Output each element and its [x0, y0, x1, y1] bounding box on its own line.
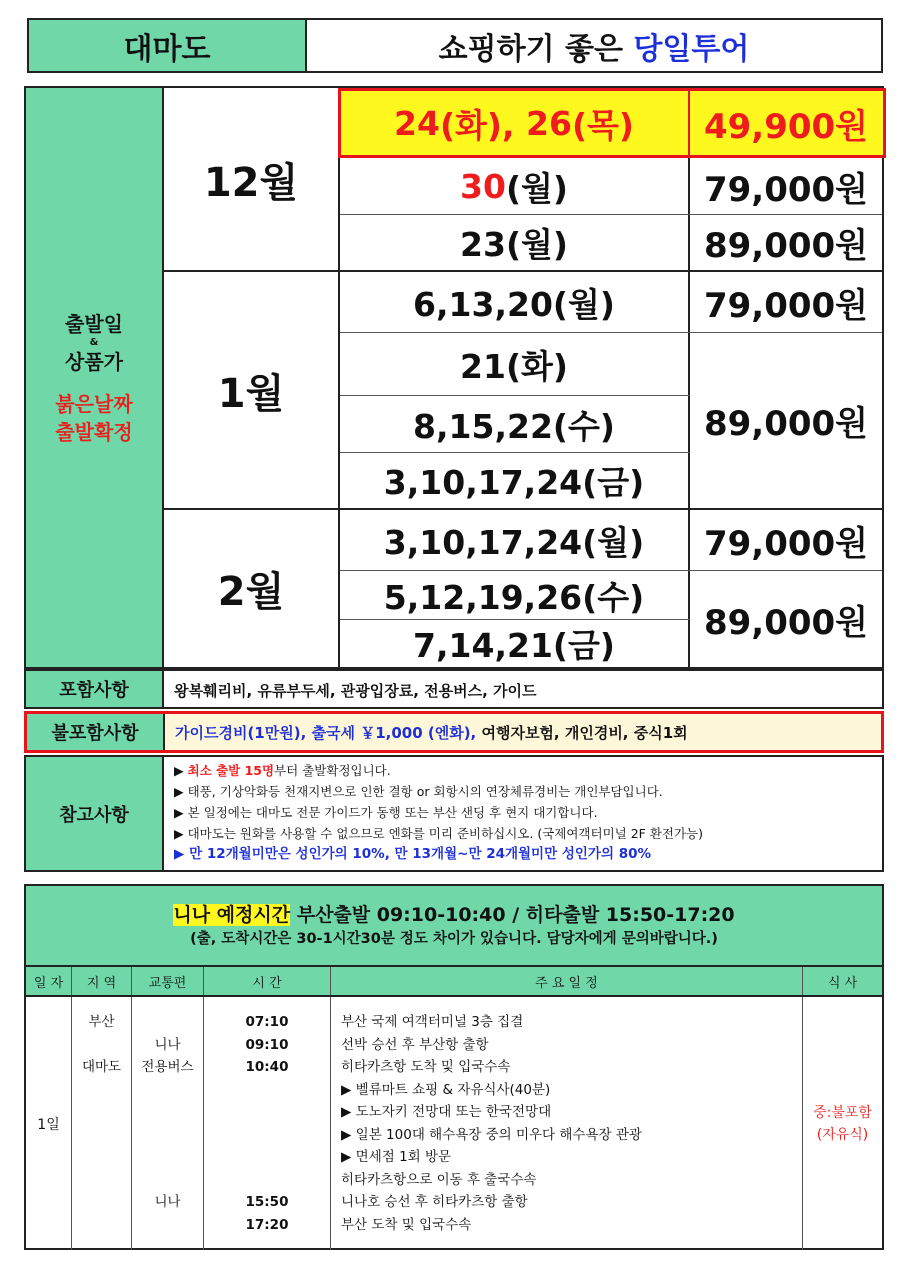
itinerary-column-headers — [26, 967, 882, 997]
date-cell: 21(화) — [340, 333, 690, 395]
excluded-label: 불포함사항 — [27, 714, 165, 750]
month-jan: 1월 — [164, 272, 340, 508]
note-line — [174, 760, 703, 781]
transport-cell — [132, 1146, 203, 1169]
col-schedule: 주 요 일 정 — [331, 967, 803, 995]
region-cell — [72, 1191, 131, 1214]
note-line — [174, 844, 703, 865]
time-cell: 10:40 — [245, 1059, 289, 1075]
destination-title: 대마도 — [29, 20, 307, 71]
schedule-item: ▶ 벨류마트 쇼핑 & 자유식사(40분) — [341, 1081, 551, 1098]
date-red: 30 — [460, 166, 506, 206]
transport-cell — [132, 1214, 203, 1237]
schedule-item: 히타카츠항으로 이동 후 출국수속 — [341, 1171, 537, 1188]
note-text: 부터 출발확정입니다. — [274, 763, 391, 778]
included-text: 왕복훼리비, 유류부두세, 관광입장료, 전용버스, 가이드 — [174, 682, 537, 700]
tour-title-highlight: 당일투어 — [633, 31, 750, 67]
bullet-icon: ▶ — [174, 784, 184, 799]
region-cell — [72, 1101, 131, 1124]
date-cell: 23(월) — [340, 215, 690, 270]
date-cell: 6,13,20(월) — [340, 272, 690, 332]
itinerary-note: (출, 도착시간은 30-1시간30분 정도 차이가 있습니다. 담당자에게 문의바랍니다.) — [190, 930, 718, 947]
schedule-item: ▶ 도노자키 전망대 또는 한국전망대 — [341, 1104, 552, 1120]
region-cell — [72, 1124, 131, 1147]
price-cell: 89,000원 — [703, 404, 869, 444]
region-cell — [72, 1034, 131, 1057]
schedule-column — [331, 997, 803, 1250]
label-amp: & — [89, 336, 99, 348]
date-cell: 8,15,22(수) — [340, 396, 690, 452]
ferry-schedule-highlight: 니나 예정시간 — [173, 903, 291, 926]
included-row — [24, 669, 884, 709]
transport-cell: 니나 — [154, 1194, 181, 1210]
notes-label: 참고사항 — [26, 757, 164, 870]
time-cell: 15:50 — [245, 1194, 289, 1210]
region-cell: 대마도 — [81, 1059, 122, 1075]
note-text: 대마도는 원화를 사용할 수 없으므로 엔화를 미리 준비하십시오. (국제여객터미널 2F 환전가능) — [187, 826, 703, 841]
meal-line: 중:불포함 — [813, 1104, 872, 1121]
price-cell: 79,000원 — [703, 169, 869, 210]
label-price: 상품가 — [65, 349, 123, 374]
date-cell — [340, 158, 690, 214]
label-departure: 출발일 — [65, 311, 123, 336]
date-suffix: (화), — [439, 105, 527, 145]
transport-cell — [132, 1011, 203, 1034]
transport-cell — [132, 1124, 203, 1147]
date-suffix: (목) — [571, 105, 634, 145]
transport-cell — [132, 1079, 203, 1102]
date-suffix: (월) — [505, 168, 568, 208]
label-red-note-2: 출발확정 — [55, 419, 133, 444]
price-cell: 79,000원 — [703, 523, 869, 564]
notes-list — [174, 760, 703, 865]
col-day: 일 자 — [26, 967, 72, 995]
price-cell: 79,000원 — [703, 285, 869, 326]
note-highlight: 최소 출발 15명 — [187, 763, 275, 778]
itinerary-table — [24, 884, 884, 1250]
col-time: 시 간 — [204, 967, 331, 995]
title-bar — [27, 18, 883, 73]
bullet-icon: ▶ — [174, 826, 184, 841]
included-label: 포함사항 — [26, 671, 164, 707]
transport-cell — [132, 1101, 203, 1124]
excluded-text-black: 여행자보험, 개인경비, 중식1회 — [476, 724, 688, 742]
schedule-item: 부산 국제 여객터미널 3층 집결 — [341, 1014, 524, 1030]
col-transport: 교통편 — [132, 967, 204, 995]
itinerary-times — [173, 902, 734, 928]
region-cell — [72, 1169, 131, 1192]
transport-cell: 전용버스 — [141, 1059, 194, 1075]
schedule-item: 부산 도착 및 입국수속 — [341, 1216, 472, 1233]
region-cell — [72, 1146, 131, 1169]
schedule-item: 니나호 승선 후 히타카츠항 출항 — [341, 1194, 528, 1210]
schedule-item: 히타카츠항 도착 및 입국수속 — [341, 1059, 511, 1075]
date-cell: 7,14,21(금) — [340, 620, 690, 667]
note-text: 만 12개월미만은 성인가의 10%, 만 13개월~만 24개월미만 성인가의 80% — [189, 846, 652, 862]
time-cell: 17:20 — [245, 1216, 289, 1233]
label-red-note-1: 붉은날짜 — [55, 391, 133, 416]
month-dec: 12월 — [164, 88, 340, 270]
schedule-item: 선박 승선 후 부산항 출항 — [341, 1036, 489, 1053]
region-cell — [72, 1079, 131, 1102]
note-line — [174, 781, 703, 802]
note-line — [174, 802, 703, 823]
time-column — [204, 997, 331, 1250]
note-text: 태풍, 기상악화등 천재지변으로 인한 결항 or 회항시의 연장체류경비는 개인부담입니다. — [187, 784, 663, 799]
note-text: 본 일정에는 대마도 전문 가이드가 동행 또는 부산 샌딩 후 현지 대기합니다. — [187, 805, 598, 820]
time-cell: 09:10 — [245, 1036, 289, 1053]
col-region: 지 역 — [72, 967, 132, 995]
ferry-schedule-text: 부산출발 09:10-10:40 / 히타출발 15:50-17:20 — [290, 903, 735, 926]
transport-cell: 니나 — [154, 1036, 181, 1053]
excluded-row — [24, 711, 884, 753]
price-cell: 89,000원 — [703, 602, 869, 643]
date-cell: 3,10,17,24(금) — [340, 453, 690, 508]
date-cell: 5,12,19,26(수) — [340, 571, 690, 619]
notes-row — [24, 755, 884, 872]
date-red: 26 — [526, 103, 572, 143]
date-red: 24 — [394, 103, 440, 143]
meal-cell — [803, 997, 882, 1250]
col-meal: 식 사 — [827, 975, 858, 991]
time-cell: 07:10 — [245, 1014, 289, 1030]
note-line — [174, 823, 703, 844]
price-cell: 89,000원 — [703, 226, 869, 266]
region-column — [72, 997, 132, 1250]
departure-price-label — [26, 88, 164, 667]
meal-line: (자유식) — [816, 1126, 869, 1143]
day-cell: 1일 — [26, 997, 72, 1250]
region-cell: 부산 — [88, 1014, 115, 1030]
tour-title — [307, 20, 881, 71]
price-cell: 49,900원 — [703, 106, 869, 147]
transport-column — [132, 997, 204, 1250]
month-feb: 2월 — [164, 510, 340, 667]
price-table — [24, 86, 884, 669]
itinerary-header — [26, 886, 882, 967]
bullet-icon: ▶ — [174, 846, 185, 862]
date-cell — [340, 91, 690, 155]
schedule-item: ▶ 면세점 1회 방문 — [341, 1149, 452, 1165]
schedule-item: ▶ 일본 100대 해수욕장 중의 미우다 해수욕장 관광 — [341, 1126, 642, 1143]
excluded-text — [175, 722, 688, 743]
date-cell: 3,10,17,24(월) — [340, 510, 690, 570]
transport-cell — [132, 1169, 203, 1192]
tour-title-text: 쇼핑하기 좋은 — [438, 31, 634, 67]
bullet-icon: ▶ — [174, 805, 184, 820]
region-cell — [72, 1214, 131, 1237]
excluded-text-blue: 가이드경비(1만원), 출국세 ￥1,000 (엔화), — [175, 724, 477, 742]
bullet-icon: ▶ — [174, 763, 184, 778]
